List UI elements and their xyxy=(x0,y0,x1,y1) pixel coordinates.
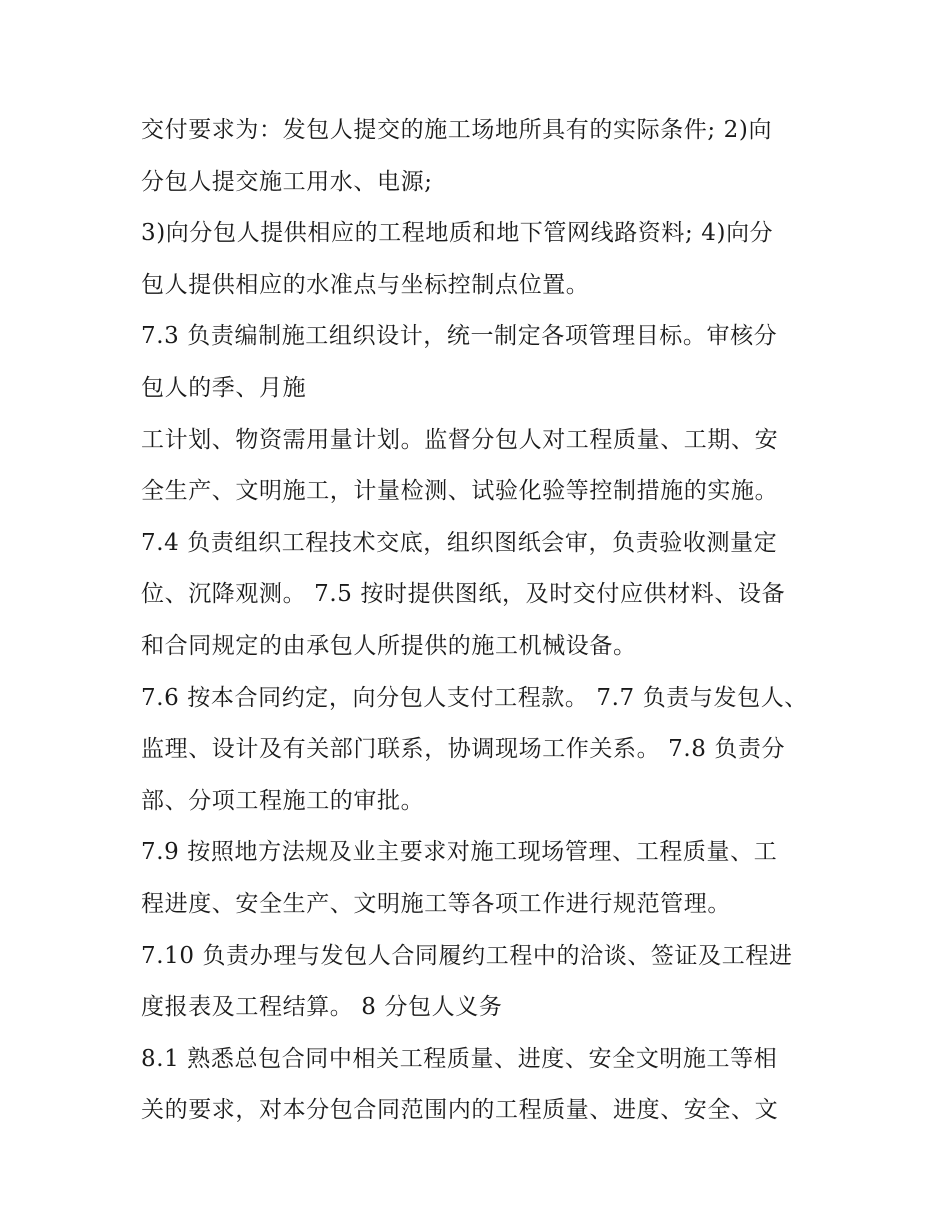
text-line: 程进度、安全生产、文明施工等各项工作进行规范管理。 xyxy=(141,890,731,917)
text-line: 包人的季、月施 xyxy=(141,374,307,401)
text-line: 监理、设计及有关部门联系，协调现场工作关系。 7.8 负责分 xyxy=(141,736,786,763)
text-line: 全生产、文明施工，计量检测、试验化验等控制措施的实施。 xyxy=(141,478,779,505)
text-line: 度报表及工程结算。 8 分包人义务 xyxy=(141,994,503,1021)
text-line: 7.3 负责编制施工组织设计，统一制定各项管理目标。审核分 xyxy=(141,323,778,350)
text-line: 部、分项工程施工的审批。 xyxy=(141,787,425,814)
text-line: 位、沉降观测。 7.5 按时提供图纸，及时交付应供材料、设备 xyxy=(141,581,786,608)
text-line: 7.6 按本合同约定，向分包人支付工程款。 7.7 负责与发包人、 xyxy=(141,684,808,711)
document-body xyxy=(141,108,821,1140)
text-line: 和合同规定的由承包人所提供的施工机械设备。 xyxy=(141,632,637,659)
text-line: 交付要求为：发包人提交的施工场地所具有的实际条件; 2)向 xyxy=(141,117,773,143)
text-line: 工计划、物资需用量计划。监督分包人对工程质量、工期、安 xyxy=(141,426,779,453)
text-line: 关的要求，对本分包合同范围内的工程质量、进度、安全、文 xyxy=(141,1097,779,1124)
text-line: 分包人提交施工用水、电源; xyxy=(141,168,433,195)
text-line: 包人提供相应的水准点与坐标控制点位置。 xyxy=(141,271,590,298)
text-line: 3)向分包人提供相应的工程地质和地下管网线路资料; 4)向分 xyxy=(141,220,774,247)
text-line: 7.4 负责组织工程技术交底，组织图纸会审，负责验收测量定 xyxy=(141,529,778,556)
text-line: 7.9 按照地方法规及业主要求对施工现场管理、工程质量、工 xyxy=(141,839,778,866)
text-line: 7.10 负责办理与发包人合同履约工程中的洽谈、签证及工程进 xyxy=(141,942,793,969)
text-line: 8.1 熟悉总包合同中相关工程质量、进度、安全文明施工等相 xyxy=(141,1045,778,1072)
